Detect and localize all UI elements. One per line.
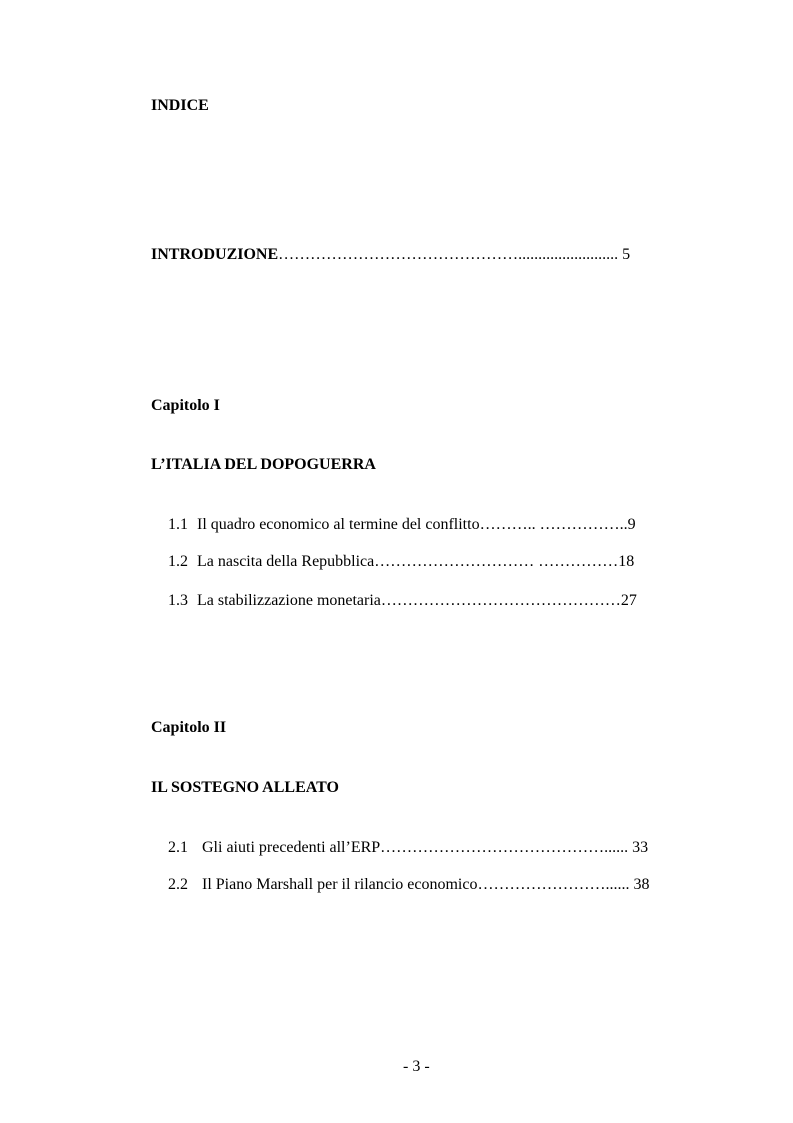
toc-entry-1-2[interactable] <box>168 554 634 570</box>
toc-entry-2-1[interactable] <box>168 840 648 856</box>
toc-introduction-leader: ………………………………………......................... <box>278 246 619 263</box>
chapter-1-title: L’ITALIA DEL DOPOGUERRA <box>151 456 376 473</box>
toc-entry-text: La stabilizzazione monetaria <box>197 592 381 609</box>
toc-entry-text: La nascita della Repubblica <box>197 553 375 570</box>
toc-entry-leader: ……………………...... <box>477 876 630 893</box>
toc-entry-page: 33 <box>632 839 649 856</box>
toc-entry-number: 2.2 <box>168 876 188 893</box>
toc-entry-1-3[interactable] <box>168 593 637 609</box>
toc-introduction[interactable] <box>151 247 630 263</box>
toc-entry-leader: ……………………………………… <box>380 592 621 609</box>
toc-entry-page: 18 <box>618 553 635 570</box>
toc-entry-number: 2.1 <box>168 839 188 856</box>
toc-entry-number: 1.1 <box>168 516 188 533</box>
toc-entry-text: Il quadro economico al termine del conflitto <box>197 516 480 533</box>
chapter-2-label: Capitolo II <box>151 719 227 736</box>
toc-entry-leader: ……….. …………….. <box>479 516 628 533</box>
chapter-1-label: Capitolo I <box>151 397 220 414</box>
toc-entry-leader: ………………………… …………… <box>374 553 619 570</box>
toc-introduction-page: 5 <box>622 246 631 263</box>
footer-page-number: - 3 - <box>403 1058 430 1075</box>
toc-entry-2-2[interactable] <box>168 877 649 893</box>
index-title: INDICE <box>151 97 209 114</box>
toc-entry-text: Il Piano Marshall per il rilancio economico <box>202 876 478 893</box>
toc-introduction-label: INTRODUZIONE <box>151 246 279 263</box>
toc-entry-page: 27 <box>620 592 637 609</box>
toc-entry-number: 1.2 <box>168 553 188 570</box>
toc-entry-page: 38 <box>633 876 650 893</box>
toc-entry-text: Gli aiuti precedenti all’ERP <box>202 839 381 856</box>
toc-entry-number: 1.3 <box>168 592 188 609</box>
toc-entry-page: 9 <box>627 516 636 533</box>
toc-entry-leader: ……………………………………...... <box>380 839 629 856</box>
chapter-2-title: IL SOSTEGNO ALLEATO <box>151 779 339 796</box>
toc-entry-1-1[interactable] <box>168 517 636 533</box>
